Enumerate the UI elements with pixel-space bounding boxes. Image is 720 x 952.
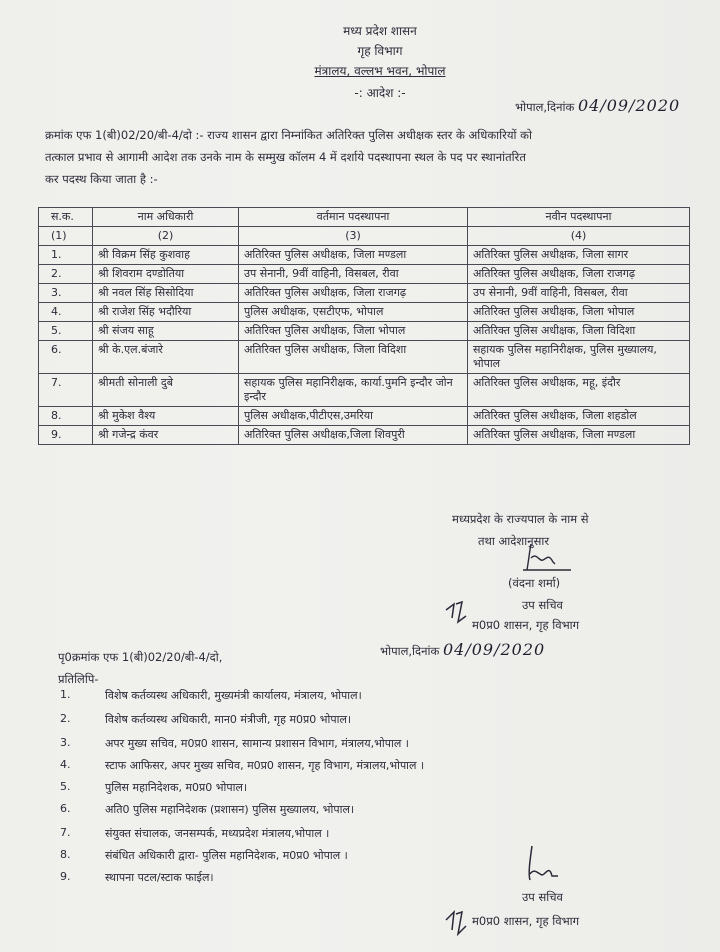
sig1-name: (वंदना शर्मा) xyxy=(508,576,561,590)
cell-sn: 5. xyxy=(39,322,93,341)
order-text-line-1: क्रमांक एफ 1(बी)02/20/बी-4/दो :- राज्य शासन द्वारा निम्नांकित अतिरिक्त पुलिस अधीक्षक स्तर के अधिकारियों को xyxy=(45,128,532,142)
cell-new: अतिरिक्त पुलिस अधीक्षक, जिला विदिशा xyxy=(468,322,690,341)
cell-sn: 7. xyxy=(39,374,93,407)
colnum-4: (4) xyxy=(468,227,690,246)
cell-name: श्री नवल सिंह सिसोदिया xyxy=(93,284,239,303)
cell-current: अतिरिक्त पुलिस अधीक्षक, जिला विदिशा xyxy=(239,341,468,374)
copy-item-text: स्टाफ आफिसर, अपर मुख्य सचिव, म0प्र0 शासन, गृह विभाग, मंत्रालय,भोपाल । xyxy=(105,759,425,772)
copy-item-text: संबंधित अधिकारी द्वारा- पुलिस महानिदेशक, म0प्र0 भोपाल । xyxy=(105,849,348,862)
sig1-dept: म0प्र0 शासन, गृह विभाग xyxy=(472,618,580,632)
order-text-line-3: कर पदस्थ किया जाता है :- xyxy=(45,172,158,186)
date-label: भोपाल,दिनांक xyxy=(515,100,575,114)
cell-new: अतिरिक्त पुलिस अधीक्षक, महू, इंदौर xyxy=(468,374,690,407)
header-line-3 xyxy=(230,62,530,79)
sig2-dept: म0प्र0 शासन, गृह विभाग xyxy=(472,914,580,928)
cell-sn: 2. xyxy=(39,265,93,284)
copy-item-number: 3. xyxy=(60,736,71,749)
sig1-line-2: तथा आदेशानुसार xyxy=(478,534,550,548)
header-address: मंत्रालय, वल्लभ भवन, भोपाल xyxy=(314,64,446,78)
cell-new: उप सेनानी, 9वीं वाहिनी, विसबल, रीवा xyxy=(468,284,690,303)
copy-item-number: 5. xyxy=(60,780,71,793)
cell-new: अतिरिक्त पुलिस अधीक्षक, जिला शहडोल xyxy=(468,407,690,426)
cell-name: श्री शिवराम दण्डोतिया xyxy=(93,265,239,284)
table-header-row xyxy=(39,208,690,227)
cell-name: श्री के.एल.बंजारे xyxy=(93,341,239,374)
table-row xyxy=(39,246,690,265)
colnum-3: (3) xyxy=(239,227,468,246)
cell-name: श्री मुकेश वैश्य xyxy=(93,407,239,426)
copy-item-number: 1. xyxy=(60,688,71,701)
cell-sn: 6. xyxy=(39,341,93,374)
cell-new: अतिरिक्त पुलिस अधीक्षक, जिला राजगढ़ xyxy=(468,265,690,284)
cell-name: श्री राजेश सिंह भदौरिया xyxy=(93,303,239,322)
table-colnum-row xyxy=(39,227,690,246)
order-text-line-2: तत्काल प्रभाव से आगामी आदेश तक उनके नाम के सम्मुख कॉलम 4 में दर्शाये पदस्थापना स्थल के पद पर स्थानांतरित xyxy=(45,150,526,164)
table-row xyxy=(39,426,690,445)
copy-item-text: अति0 पुलिस महानिदेशक (प्रशासन) पुलिस मुख्यालय, भोपाल। xyxy=(105,803,355,816)
table-row xyxy=(39,303,690,322)
colnum-1: (1) xyxy=(39,227,93,246)
header-line-1: मध्य प्रदेश शासन xyxy=(343,24,417,38)
copy-item-text: विशेष कर्तव्यस्थ अधिकारी, मुख्यमंत्री कार्यालय, मंत्रालय, भोपाल। xyxy=(105,689,362,702)
cell-current: अतिरिक्त पुलिस अधीक्षक,जिला शिवपुरी xyxy=(239,426,468,445)
header-new: नवीन पदस्थापना xyxy=(468,208,690,227)
cell-current: उप सेनानी, 9वीं वाहिनी, विसबल, रीवा xyxy=(239,265,468,284)
cell-new: सहायक पुलिस महानिरीक्षक, पुलिस मुख्यालय, भोपाल xyxy=(468,341,690,374)
copy-item-text: विशेष कर्तव्यस्थ अधिकारी, मान0 मंत्रीजी, गृह म0प्र0 भोपाल। xyxy=(105,713,352,726)
table-row xyxy=(39,265,690,284)
copy-item-number: 8. xyxy=(60,848,71,861)
copy-item-number: 2. xyxy=(60,712,71,725)
endorse-date-handwritten: 04/09/2020 xyxy=(442,640,546,659)
endorse-date xyxy=(380,640,545,659)
cell-sn: 1. xyxy=(39,246,93,265)
cell-current: अतिरिक्त पुलिस अधीक्षक, जिला भोपाल xyxy=(239,322,468,341)
header-sn: स.क. xyxy=(39,208,93,227)
cell-name: श्री संजय साहू xyxy=(93,322,239,341)
cell-current: अतिरिक्त पुलिस अधीक्षक, जिला राजगढ़ xyxy=(239,284,468,303)
table-row xyxy=(39,407,690,426)
signature-2-icon xyxy=(518,840,568,888)
table-row xyxy=(39,284,690,303)
initials-icon xyxy=(442,598,472,628)
cell-sn: 8. xyxy=(39,407,93,426)
copy-item-number: 9. xyxy=(60,870,71,883)
cell-sn: 4. xyxy=(39,303,93,322)
table-row xyxy=(39,322,690,341)
endorse-date-label: भोपाल,दिनांक xyxy=(380,644,440,658)
table-row xyxy=(39,374,690,407)
sig1-title: उप सचिव xyxy=(522,598,563,612)
copy-item-text: पुलिस महानिदेशक, म0प्र0 भोपाल। xyxy=(105,781,248,794)
cell-name: श्री विक्रम सिंह कुशवाह xyxy=(93,246,239,265)
cell-new: अतिरिक्त पुलिस अधीक्षक, जिला सागर xyxy=(468,246,690,265)
colnum-2: (2) xyxy=(93,227,239,246)
header-line-2: गृह विभाग xyxy=(357,44,403,58)
cell-name: श्रीमती सोनाली दुबे xyxy=(93,374,239,407)
cell-new: अतिरिक्त पुलिस अधीक्षक, जिला भोपाल xyxy=(468,303,690,322)
cell-current: अतिरिक्त पुलिस अधीक्षक, जिला मण्डला xyxy=(239,246,468,265)
copy-item-text: संयुक्त संचालक, जनसम्पर्क, मध्यप्रदेश मंत्रालय,भोपाल । xyxy=(105,827,330,840)
order-heading: -: आदेश :- xyxy=(354,86,406,100)
cell-new: अतिरिक्त पुलिस अधीक्षक, जिला मण्डला xyxy=(468,426,690,445)
cell-sn: 9. xyxy=(39,426,93,445)
signature-icon xyxy=(515,540,575,574)
cell-current: पुलिस अधीक्षक,पीटीएस,उमरिया xyxy=(239,407,468,426)
endorse-ref: पृ0क्रमांक एफ 1(बी)02/20/बी-4/दो, xyxy=(58,650,223,664)
initials-2-icon xyxy=(442,906,472,938)
header-current: वर्तमान पदस्थापना xyxy=(239,208,468,227)
cell-name: श्री गजेन्द्र कंवर xyxy=(93,426,239,445)
header-name: नाम अधिकारी xyxy=(93,208,239,227)
transfer-table xyxy=(38,207,690,445)
sig2-title: उप सचिव xyxy=(522,890,563,904)
copy-item-number: 6. xyxy=(60,802,71,815)
date-handwritten: 04/09/2020 xyxy=(577,96,681,115)
order-date xyxy=(515,96,680,115)
cell-current: सहायक पुलिस महानिरीक्षक, कार्या.पुमनि इन्दौर जोन इन्दौर xyxy=(239,374,468,407)
table-row xyxy=(39,341,690,374)
sig1-line-1: मध्यप्रदेश के राज्यपाल के नाम से xyxy=(452,512,589,526)
copy-item-text: स्थापना पटल/स्टाक फाईल। xyxy=(105,871,214,884)
copy-item-number: 7. xyxy=(60,826,71,839)
copy-label: प्रतिलिपि- xyxy=(58,672,99,686)
copy-item-text: अपर मुख्य सचिव, म0प्र0 शासन, सामान्य प्रशासन विभाग, मंत्रालय,भोपाल । xyxy=(105,737,409,750)
copy-item-number: 4. xyxy=(60,758,71,771)
cell-current: पुलिस अधीक्षक, एसटीएफ, भोपाल xyxy=(239,303,468,322)
cell-sn: 3. xyxy=(39,284,93,303)
